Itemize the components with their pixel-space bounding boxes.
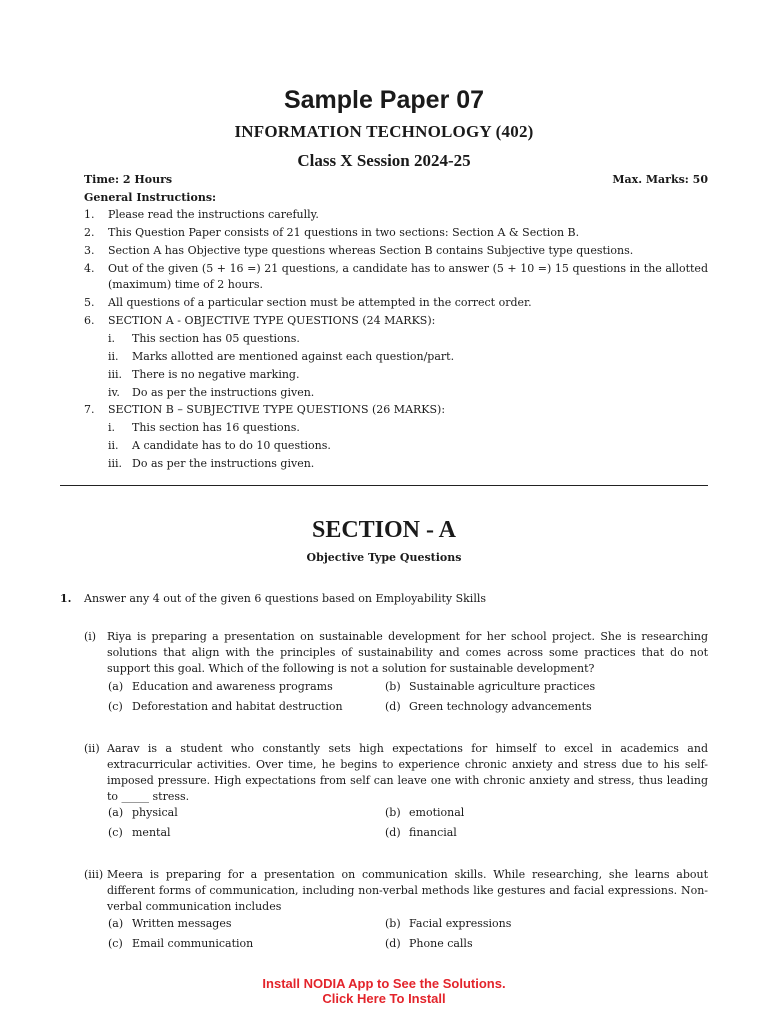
- instruction-text: SECTION A - OBJECTIVE TYPE QUESTIONS (24 MARKS):: [108, 314, 436, 327]
- install-link[interactable]: Click Here To Install: [322, 991, 446, 1006]
- option[interactable]: [108, 680, 333, 693]
- option-text: mental: [132, 826, 171, 839]
- point-text: There is no negative marking.: [132, 368, 300, 381]
- subquestion-number: (iii): [84, 868, 104, 881]
- instruction-item: [84, 261, 708, 293]
- instruction-number: 3.: [84, 244, 95, 257]
- install-app-banner[interactable]: [0, 976, 768, 1006]
- option-label: (c): [108, 826, 123, 839]
- option[interactable]: [108, 826, 171, 839]
- section-a-point: [108, 331, 708, 347]
- option-text: Email communication: [132, 937, 254, 950]
- instruction-number: 4.: [84, 262, 95, 275]
- point-text: Marks allotted are mentioned against each question/part.: [132, 350, 455, 363]
- option-label: (a): [108, 680, 124, 693]
- subquestion: [84, 629, 708, 677]
- option-label: (a): [108, 917, 124, 930]
- instruction-number: 1.: [84, 208, 95, 221]
- subject-title: INFORMATION TECHNOLOGY (402): [234, 122, 534, 141]
- option-text: physical: [132, 806, 178, 819]
- point-text: This section has 05 questions.: [132, 332, 300, 345]
- option[interactable]: [108, 937, 253, 950]
- class-session: Class X Session 2024-25: [297, 151, 471, 170]
- option[interactable]: [385, 917, 511, 930]
- section-a-point: [108, 349, 708, 365]
- option[interactable]: [385, 826, 457, 839]
- option[interactable]: [108, 806, 178, 819]
- option[interactable]: [385, 806, 464, 819]
- instruction-number: 7.: [84, 403, 95, 416]
- section-b-point: [108, 456, 708, 472]
- option-label: (d): [385, 700, 401, 713]
- question-number: 1.: [60, 592, 72, 605]
- instruction-item: [84, 313, 708, 329]
- point-text: A candidate has to do 10 questions.: [132, 439, 331, 452]
- point-number: iii.: [108, 457, 123, 470]
- point-number: iv.: [108, 386, 120, 399]
- instruction-number: 6.: [84, 314, 95, 327]
- max-marks: Max. Marks: 50: [612, 173, 708, 186]
- section-a-point: [108, 385, 708, 401]
- option-label: (b): [385, 806, 401, 819]
- subquestion-stem: Aarav is a student who constantly sets high expectations for himself to excel in academics and extracurricular activities. Over time, he begins to experience chronic anxiety and stress due to his self-imposed pressure. High expectations from self can leave one with chronic anxiety and stress, thus leading to _____ stress.: [107, 742, 708, 803]
- section-title: SECTION - A: [311, 517, 457, 543]
- point-text: Do as per the instructions given.: [132, 386, 315, 399]
- point-number: iii.: [108, 368, 123, 381]
- subquestion-stem: Meera is preparing for a presentation on communication skills. While researching, she learns about different forms of communication, including non-verbal methods like gestures and facial expressions. Non-verbal communication includes: [107, 868, 708, 913]
- point-number: ii.: [108, 350, 119, 363]
- instruction-item: [84, 207, 708, 223]
- section-subtitle: Objective Type Questions: [306, 551, 462, 564]
- option[interactable]: [385, 700, 592, 713]
- section-a-point: [108, 367, 708, 383]
- option-text: Education and awareness programs: [132, 680, 333, 693]
- instruction-item: [84, 225, 708, 241]
- instruction-item: [84, 295, 708, 311]
- option-text: Written messages: [132, 917, 232, 930]
- option-label: (c): [108, 700, 123, 713]
- section-b-point: [108, 420, 708, 436]
- section-divider: [60, 485, 708, 486]
- option-label: (b): [385, 917, 401, 930]
- paper-title: Sample Paper 07: [283, 86, 485, 114]
- option-text: Phone calls: [409, 937, 473, 950]
- instruction-text: Please read the instructions carefully.: [108, 208, 319, 221]
- point-number: ii.: [108, 439, 119, 452]
- option-label: (d): [385, 826, 401, 839]
- option-text: Sustainable agriculture practices: [409, 680, 596, 693]
- option[interactable]: [108, 917, 232, 930]
- subquestion: [84, 741, 708, 805]
- point-text: This section has 16 questions.: [132, 421, 300, 434]
- option-text: Green technology advancements: [409, 700, 592, 713]
- instruction-text: All questions of a particular section must be attempted in the correct order.: [108, 296, 532, 309]
- point-number: i.: [108, 332, 116, 345]
- section-b-point: [108, 438, 708, 454]
- instruction-text: SECTION B – SUBJECTIVE TYPE QUESTIONS (26 MARKS):: [108, 403, 446, 416]
- option[interactable]: [385, 937, 473, 950]
- option-text: Facial expressions: [409, 917, 512, 930]
- option-label: (d): [385, 937, 401, 950]
- instructions-heading: General Instructions:: [84, 191, 217, 204]
- subquestion-stem: Riya is preparing a presentation on sustainable development for her school project. She is researching solutions that align with the principles of sustainability and comes across some practices that do not support this goal. Which of the following is not a solution for sustainable development?: [107, 630, 708, 675]
- instruction-item: [84, 402, 708, 418]
- subquestion-number: (i): [84, 630, 97, 643]
- instruction-text: Out of the given (5 + 16 =) 21 questions, a candidate has to answer (5 + 10 =) 15 questions in the allotted (maximum) time of 2 hours.: [108, 262, 708, 291]
- install-app-message[interactable]: Install NODIA App to See the Solutions.: [262, 976, 506, 991]
- instruction-text: This Question Paper consists of 21 questions in two sections: Section A & Section B.: [108, 226, 580, 239]
- option-label: (c): [108, 937, 123, 950]
- instruction-text: Section A has Objective type questions whereas Section B contains Subjective type questions.: [108, 244, 634, 257]
- option-text: Deforestation and habitat destruction: [132, 700, 343, 713]
- point-text: Do as per the instructions given.: [132, 457, 315, 470]
- instruction-number: 5.: [84, 296, 95, 309]
- option-label: (b): [385, 680, 401, 693]
- instruction-item: [84, 243, 708, 259]
- option[interactable]: [385, 680, 595, 693]
- subquestion: [84, 867, 708, 915]
- option-text: financial: [409, 826, 457, 839]
- instruction-number: 2.: [84, 226, 95, 239]
- point-number: i.: [108, 421, 116, 434]
- subquestion-number: (ii): [84, 742, 100, 755]
- option-label: (a): [108, 806, 124, 819]
- option[interactable]: [108, 700, 343, 713]
- option-text: emotional: [409, 806, 465, 819]
- question-text: Answer any 4 out of the given 6 questions based on Employability Skills: [84, 592, 486, 605]
- time-allowed: Time: 2 Hours: [84, 173, 173, 186]
